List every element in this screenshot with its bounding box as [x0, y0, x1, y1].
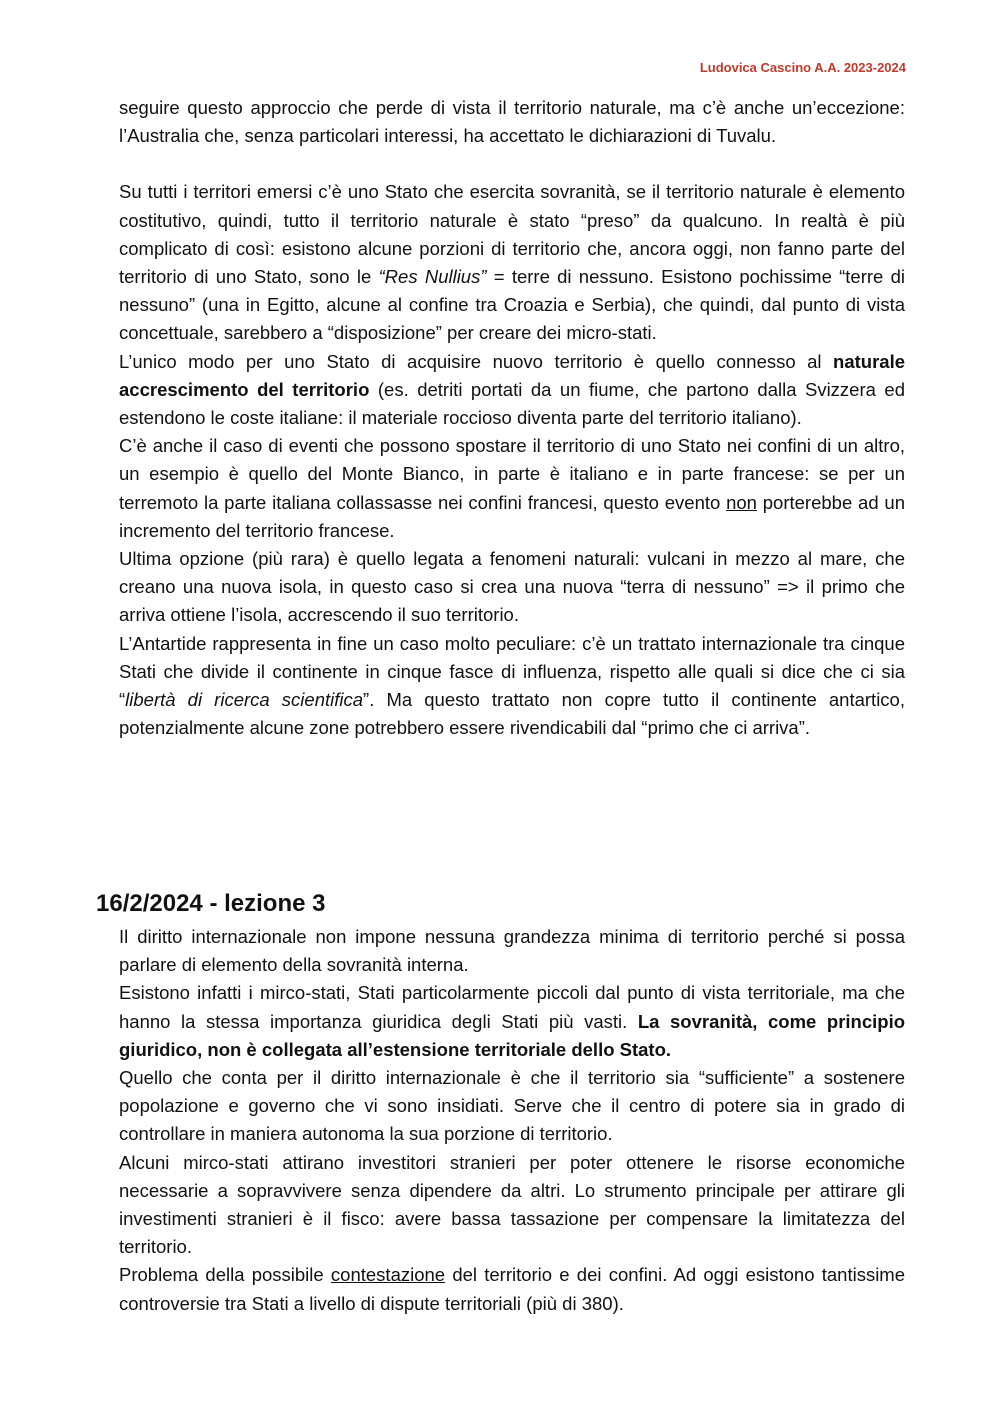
paragraph-res-nullius [119, 178, 905, 347]
paragraph-grandezza-minima [119, 923, 905, 979]
paragraph-vulcani [119, 545, 905, 630]
section-2-body [119, 923, 905, 1318]
italic-term: libertà di ricerca scientifica [125, 689, 364, 711]
paragraph-investitori [119, 1149, 905, 1262]
paragraph-text: seguire questo approccio che perde di vista il territorio naturale, ma c’è anche un’eccezione: l’Australia che, senza particolari interessi, ha accettato le dichiarazioni di Tuvalu. [119, 97, 905, 147]
paragraph-text: L’unico modo per uno Stato di acquisire nuovo territorio è quello connesso al [119, 350, 834, 372]
paragraph-text: Il diritto internazionale non impone nessuna grandezza minima di territorio perché si possa parlare di elemento della sovranità interna. [119, 926, 905, 976]
italic-term: “Res Nullius” [378, 266, 487, 288]
paragraph-monte-bianco [119, 432, 905, 545]
section-heading: 16/2/2024 - lezione 3 [96, 890, 326, 917]
section-1-body [119, 94, 905, 742]
paragraph-antartide [119, 630, 905, 743]
paragraph-contestazione [119, 1261, 905, 1317]
paragraph-sufficiente [119, 1064, 905, 1149]
paragraph-text: = terre di nessuno. Esistono pochissime “terre di nessuno” (una in Egitto, alcune al confine tra Croazia e Serbia), che quindi, dal punto di vista concettuale, sarebbero a “disposizione” per creare dei micro-stati. [119, 266, 905, 344]
paragraph-gap [119, 150, 905, 178]
paragraph-text: ”. Ma questo trattato non copre tutto il continente antartico, potenzialmente alcune zone potrebbero essere rivendicabili dal “primo che ci arriva”. [119, 689, 905, 739]
paragraph-accrescimento [119, 348, 905, 433]
page-header-author: Ludovica Cascino A.A. 2023-2024 [699, 60, 906, 75]
paragraph-text: porterebbe ad un incremento del territorio francese. [119, 491, 905, 541]
paragraph-text: Ultima opzione (più rara) è quello legata a fenomeni naturali: vulcani in mezzo al mare, che creano una nuova isola, in questo caso si crea una nuova “terra di nessuno” => il primo che arriva ottiene l’isola, accrescendo il suo territorio. [119, 548, 905, 626]
paragraph-text: Esistono infatti i mirco-stati, Stati particolarmente piccoli dal punto di vista territoriale, ma che hanno la stessa importanza giuridica degli Stati più vasti. [119, 982, 905, 1032]
underlined-word: contestazione [330, 1264, 446, 1286]
underlined-word: non [726, 491, 757, 513]
paragraph-text: C’è anche il caso di eventi che possono spostare il territorio di uno Stato nei confini di un altro, un esempio è quello del Monte Bianco, in parte è italiano e in parte francese: se per un terremoto la parte italiana collassasse nei confini francesi, questo evento [119, 435, 905, 513]
paragraph-text: Alcuni mirco-stati attirano investitori stranieri per poter ottenere le risorse economiche necessarie a sopravvivere senza dipendere da altri. Lo strumento principale per attirare gli investimenti stranieri è il fisco: avere bassa tassazione per compensare la limitatezza del territorio. [119, 1151, 905, 1258]
bold-term: naturale accrescimento del territorio [119, 350, 905, 400]
paragraph-text: L’Antartide rappresenta in fine un caso molto peculiare: c’è un trattato internazionale tra cinque Stati che divide il continente in cinque fasce di influenza, rispetto alle quali si dice che ci sia “ [119, 632, 905, 711]
paragraph-tuvalu [119, 94, 905, 150]
paragraph-text: Su tutti i territori emersi c’è uno Stato che esercita sovranità, se il territorio naturale è elemento costitutivo, quindi, tutto il territorio naturale è stato “preso” da qualcuno. In realtà è più complicato di così: esistono alcune porzioni di territorio che, ancora oggi, non fanno parte del territorio di uno Stato, sono le [119, 181, 905, 288]
paragraph-text: Problema della possibile [119, 1264, 331, 1286]
paragraph-text: (es. detriti portati da un fiume, che partono dalla Svizzera ed estendono le coste italiane: il materiale roccioso diventa parte del territorio italiano). [119, 378, 905, 429]
paragraph-text: del territorio e dei confini. Ad oggi esistono tantissime controversie tra Stati a livello di dispute territoriali (più di 380). [119, 1264, 905, 1314]
paragraph-micro-stati [119, 979, 905, 1064]
paragraph-text: Quello che conta per il diritto internazionale è che il territorio sia “sufficiente” a sostenere popolazione e governo che vi sono insidiati. Serve che il centro di potere sia in grado di controllare in maniera autonoma la sua porzione di territorio. [119, 1067, 905, 1145]
bold-statement: La sovranità, come principio giuridico, non è collegata all’estensione territoriale dello Stato. [119, 1010, 906, 1060]
